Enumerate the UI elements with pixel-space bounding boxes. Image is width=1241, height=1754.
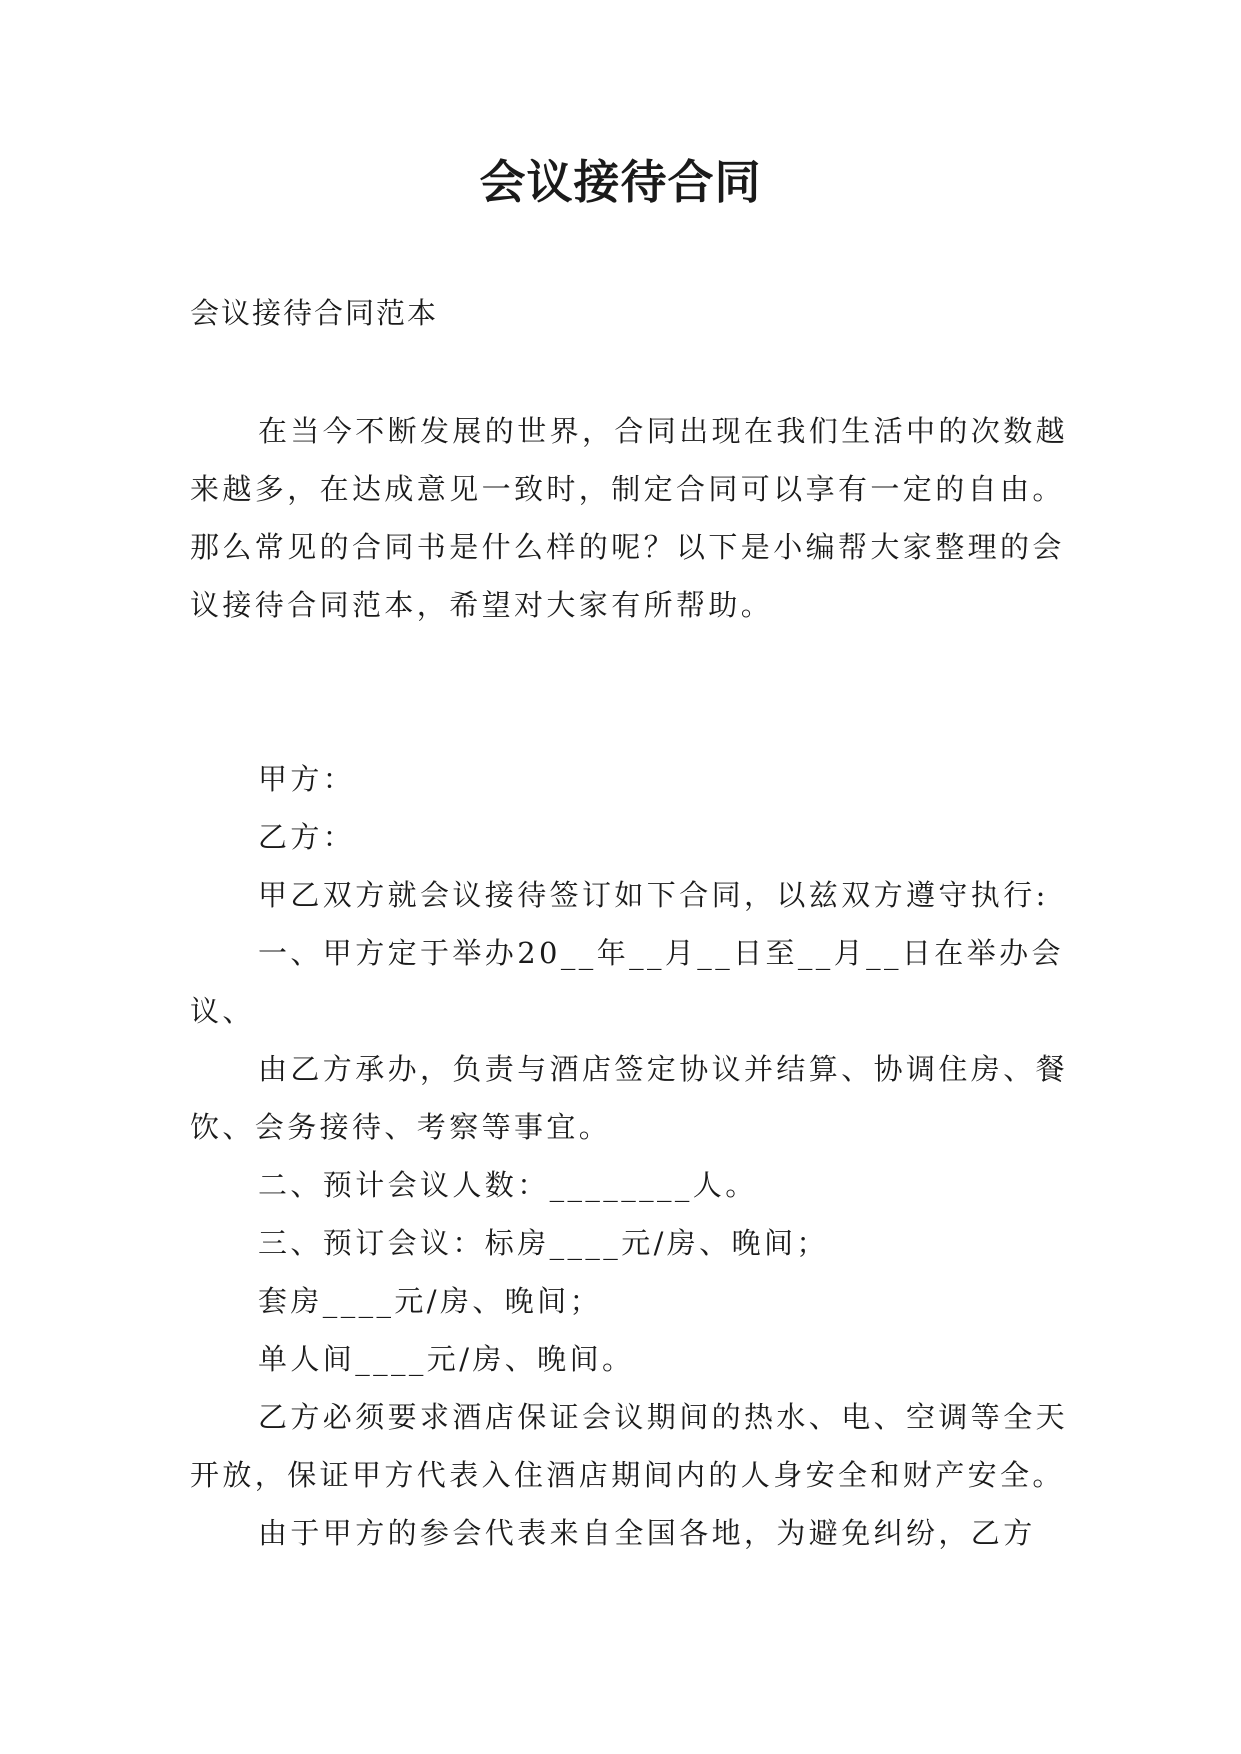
clause-1: 一、甲方定于举办20__年__月__日至__月__日在举办会议、 bbox=[190, 936, 1064, 1028]
document-title: 会议接待合同 bbox=[479, 155, 762, 209]
dispute-clause: 由于甲方的参会代表来自全国各地，为避免纠纷，乙方 bbox=[258, 1516, 1036, 1550]
document-subtitle: 会议接待合同范本 bbox=[190, 296, 439, 330]
document-body bbox=[190, 402, 1070, 1562]
agreement-statement: 甲乙双方就会议接待签订如下合同，以兹双方遵守执行: bbox=[258, 878, 1049, 912]
party-b-line: 乙方： bbox=[258, 820, 356, 854]
clause-1-detail: 由乙方承办，负责与酒店签定协议并结算、协调住房、餐饮、会务接待、考察等事宜。 bbox=[190, 1052, 1069, 1144]
clause-3-single: 单人间____元/房、晚间。 bbox=[258, 1342, 635, 1376]
clause-2: 二、预计会议人数：________人。 bbox=[258, 1168, 758, 1202]
party-a-line: 甲方： bbox=[258, 762, 356, 796]
hotel-requirement: 乙方必须要求酒店保证会议期间的热水、电、空调等全天开放，保证甲方代表入住酒店期间内的人身安全和财产安全。 bbox=[190, 1400, 1069, 1492]
clause-3-suite: 套房____元/房、晚间； bbox=[258, 1284, 602, 1318]
clause-3: 三、预订会议：标房____元/房、晚间； bbox=[258, 1226, 829, 1260]
intro-paragraph: 在当今不断发展的世界，合同出现在我们生活中的次数越来越多，在达成意见一致时，制定合同可以享有一定的自由。那么常见的合同书是什么样的呢？以下是小编帮大家整理的会议接待合同范本，希望对大家有所帮助。 bbox=[190, 414, 1069, 622]
